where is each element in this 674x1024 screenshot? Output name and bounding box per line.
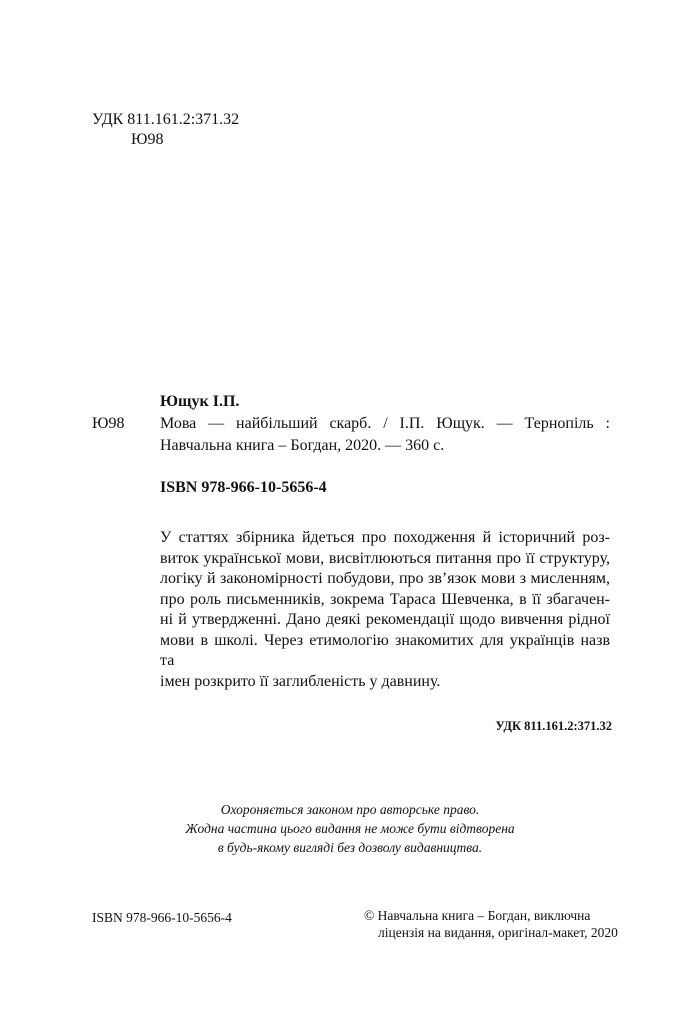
- rights-line-2: ліцензія на видання, оригінал-макет, 2020: [378, 925, 618, 940]
- bibliographic-line-2: Навчальна книга – Богдан, 2020. — 360 с.: [160, 437, 445, 454]
- author-name: Ющук І.П.: [160, 393, 240, 410]
- copyright-notice: [140, 800, 560, 857]
- rights-line-1: © Навчальна книга – Богдан, виключна: [364, 908, 591, 923]
- udk-right: УДК 811.161.2:371.32: [495, 719, 612, 733]
- copyright-notice-line: Жодна частина цього видання не може бути відтворена: [185, 821, 515, 836]
- abstract-line: логіку й закономірності побудови, про зв’язок мови з мисленням,: [160, 570, 610, 587]
- copyright-notice-line: в будь-якому вигляді без дозволу видавництва.: [217, 840, 483, 855]
- isbn-footer: ISBN 978-966-10-5656-4: [92, 910, 232, 925]
- abstract-line: мови в школі. Через етимологію знакомитих для українців назв та: [160, 631, 610, 669]
- author-sign-header: Ю98: [131, 131, 164, 148]
- abstract-line: ні й утвердженні. Дано деякі рекомендації щодо вивчення рідної: [160, 611, 610, 628]
- abstract-line: У статтях збірника йдеться про походження й історичний роз-: [160, 529, 610, 546]
- isbn-main: ISBN 978-966-10-5656-4: [160, 479, 327, 496]
- author-sign: Ю98: [92, 415, 125, 432]
- abstract-line: імен розкрито її заглибленість у давнину.: [160, 672, 441, 690]
- abstract-paragraph: [160, 528, 610, 692]
- udk-header: УДК 811.161.2:371.32: [92, 111, 240, 128]
- copyright-notice-line: Охороняється законом про авторське право.: [220, 802, 480, 817]
- abstract-line: виток української мови, висвітлюються питання про її структуру,: [160, 549, 610, 567]
- bibliographic-line-1: Мова — найбільший скарб. / І.П. Ющук. — Тернопіль :: [160, 415, 610, 432]
- abstract-line: про роль письменників, зокрема Тараса Шевченка, в її збагачен-: [160, 590, 610, 608]
- publisher-rights: [364, 907, 618, 941]
